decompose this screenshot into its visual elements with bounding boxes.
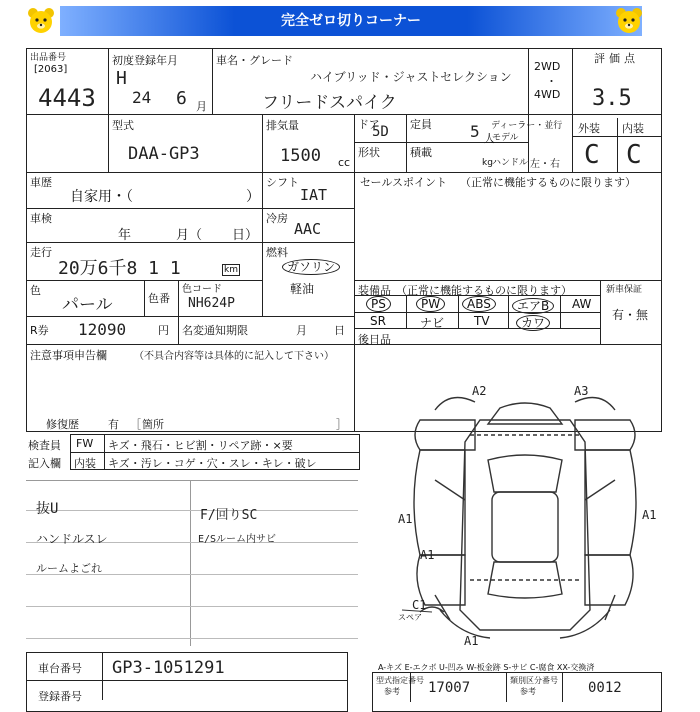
page-banner [60,6,642,36]
new-car-warranty-value: 有・無 [612,308,649,322]
load-unit: kg [482,158,493,168]
color-value: パール [62,295,113,315]
displacement-unit: cc [338,156,351,169]
mark-a1-right: A1 [642,508,657,522]
mark-a3: A3 [574,384,589,398]
note-left-1: 抜U [36,501,59,517]
lot-number: 4443 [38,84,96,112]
equipment-tv: TV [474,314,490,328]
color-code-label: 色コード [182,284,222,295]
name-change-label: 名変通知期限 [182,324,248,337]
notes-label: 注意事項申告欄 [30,349,107,362]
note-right-2: E/Sルーム内サビ [198,534,277,545]
registration-year: 24 [132,88,152,107]
load-label: 積載 [410,146,432,159]
registration-number-label: 登録番号 [38,690,82,703]
model-name-label: 車名・グレード [216,54,293,67]
type-value: DAA-GP3 [128,144,200,164]
mileage-label: 走行 [30,246,52,259]
recycle-label: R券 [30,324,49,337]
classification-sub: 参考 [520,687,536,696]
equipment-airbag [512,297,554,314]
mileage-unit: km [224,265,238,275]
registration-month: 6 [176,88,187,109]
registration-era: H [116,68,127,89]
new-car-warranty-label: 新車保証 [606,285,643,295]
type-designation-sub: 参考 [384,687,400,696]
color-no-label: 色番 [148,292,170,305]
exterior-grade: C [584,140,600,170]
type-designation-number: 17007 [428,680,471,696]
exterior-label: 外装 [578,122,600,135]
drive-dot: ・ [546,75,557,88]
equipment-note: （正常に機能するものに限ります） [396,284,572,297]
doors-label: ドア [358,118,380,131]
fuel-label: 燃料 [266,246,288,259]
inspection-month-unit: 月（ [176,228,203,243]
repair-bracket-close: ］ [336,418,347,431]
mileage-value: 20万6千8 1 1 [58,258,181,279]
color-label: 色 [30,284,41,297]
lot-small: [2063] [34,64,68,75]
equipment-ps [366,297,391,311]
inspection-label: 車検 [30,212,52,225]
equipment-abs-circle: ABS [462,296,496,312]
drive-2wd: 2WD [534,60,561,73]
shift-value: IAT [300,186,328,204]
fw-tag: FW [76,437,94,450]
bear-mascot-icon [26,6,56,36]
mark-c1: C1 [412,598,427,612]
equipment-navi: ナビ [420,316,445,330]
name-change-day: 日 [334,324,345,337]
equipment-sr: SR [370,314,386,328]
usage-label: 車歴 [30,176,52,189]
record-label: 記入欄 [28,457,61,470]
inspection-day-unit: 日） [232,228,259,243]
score-value: 3.5 [592,86,632,111]
repair-bracket-open: ［ [130,418,141,431]
type-designation-label: 型式指定番号 [376,676,424,685]
mark-a1-bottom: A1 [464,634,479,648]
equipment-abs [462,297,496,311]
model-grade: ハイブリッド・ジャストセレクション [310,70,512,84]
damage-legend: A-キズ E-エクボ U-凹み W-板金跡 S-サビ C-腐食 XX-交換済 [378,663,595,672]
doors-value: 5D [372,124,389,140]
classification-label: 類別区分番号 [510,676,558,685]
lot-label: 出品番号 [30,53,67,63]
shape-label: 形状 [358,146,380,159]
name-change-month: 月 [296,324,307,337]
registration-label: 初度登録年月 [112,54,178,67]
sales-point-label: セールスポイント [360,176,448,189]
note-left-3: ルームよごれ [36,562,102,575]
inspection-year-unit: 年 [118,228,132,243]
color-code: NH624P [188,296,235,311]
drive-4wd: 4WD [534,88,561,101]
spare-label: スペア [398,613,422,622]
interior-grade: C [626,140,642,170]
banner-title: 完全ゼロ切りコーナー [281,13,421,29]
capacity-value: 5 [470,122,480,141]
equipment-pw [416,297,445,311]
chassis-number: GP3-1051291 [112,658,225,678]
aircon-value: AAC [294,220,322,238]
recycle-value: 12090 [78,320,127,339]
equipment-ps-circle: PS [366,296,391,312]
chassis-label: 車台番号 [38,662,82,675]
registration-month-unit: 月 [196,100,207,113]
note-right-1: F/回りSC [200,508,258,523]
repair-value: 有 [108,418,119,431]
note-left-2: ハンドルスレ [36,532,108,546]
equipment-pw-circle: PW [416,296,445,312]
notes-note: （不具合内容等は具体的に記入して下さい） [134,351,334,362]
handle-label: ハンドル [492,158,529,168]
classification-number: 0012 [588,680,622,696]
interior-items: キズ・汚レ・コゲ・穴・スレ・キレ・破レ [108,457,317,470]
aircon-label: 冷房 [266,212,288,225]
interior-label: 内装 [622,122,644,135]
fuel-gasoline [282,258,340,275]
dealer-model-label: モデル [492,133,519,143]
equipment-airbag-circle: エアB [512,298,554,314]
capacity-unit: 人 [484,132,495,145]
repair-label: 修復歴 [46,418,79,431]
usage-value: 自家用・（ [70,189,133,205]
fw-items: キズ・飛石・ヒビ割・リペア跡・×要 [108,439,293,452]
mark-a1-left: A1 [398,512,413,526]
model-name: フリードスパイク [262,93,397,113]
fuel-diesel: 軽油 [290,282,315,296]
bear-mascot-icon [614,6,644,36]
handle-value: 左・右 [530,159,560,170]
fuel-gasoline-circle: ガソリン [282,259,340,275]
equipment-label: 装備品 [358,284,391,297]
mark-a1-lower: A1 [420,548,435,562]
displacement-label: 排気量 [266,119,299,132]
capacity-label: 定員 [410,118,432,131]
mark-a2: A2 [472,384,487,398]
dealer-label: ディーラー・並行 [491,121,563,131]
equipment-leather-circle: カワ [516,315,550,331]
sales-point-note: （正常に機能するものに限ります） [460,176,636,189]
score-label: 評価点 [594,52,639,65]
after-date-label: 後日品 [358,333,391,346]
recycle-unit: 円 [158,324,169,337]
inspector-label: 検査員 [28,439,61,452]
equipment-leather [516,314,550,331]
equipment-aw: AW [572,297,592,311]
usage-end: ） [246,189,260,205]
shift-label: シフト [266,176,299,189]
repair-place: 箇所 [142,418,164,431]
displacement-value: 1500 [280,146,321,166]
interior-tag: 内装 [74,457,96,470]
type-label: 型式 [112,119,134,132]
